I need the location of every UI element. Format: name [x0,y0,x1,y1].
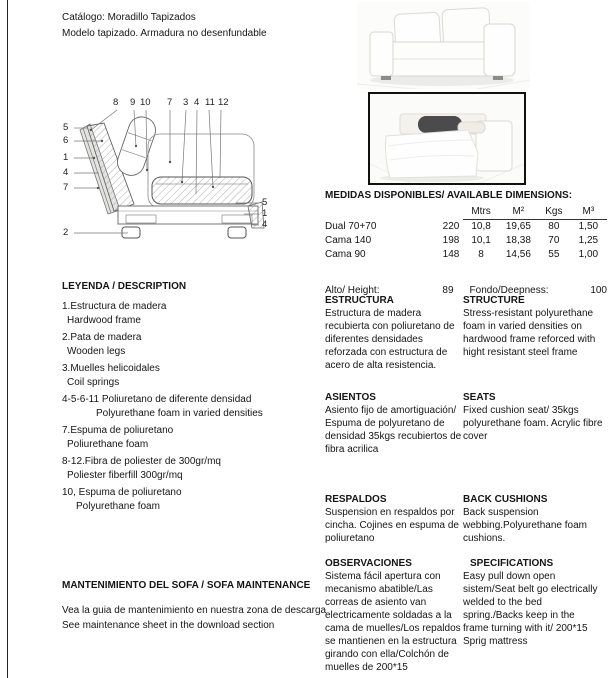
sofa-section-drawing [30,90,295,265]
diagram-label-4-right: 4 [262,219,268,230]
diagram-label-10: 10 [140,97,151,108]
section-respaldos [325,493,465,545]
legend-es: 4-5-6-11 Poliuretano de diferente densidad [62,393,252,405]
legend-en: Polyurethane foam in varied densities [96,408,263,419]
section-body: Back suspension webbing.Polyurethane foam cushions. [463,507,587,544]
section-title: OBSERVACIONES [325,558,412,569]
section-structure [463,294,603,359]
legend-item [62,300,312,329]
legend-en: Polyurethane foam [76,501,160,512]
diagram-label-7-left: 7 [63,182,69,193]
legend-en: Poliurethane foam [67,439,149,450]
maintenance-line-en: See maintenance sheet in the download section [62,619,275,631]
row-name: Cama 140 [325,235,372,246]
diagram-label-11: 11 [205,97,215,108]
legend-es: 2.Pata de madera [62,331,142,343]
col-header-m3: M³ [570,205,607,220]
maintenance-line-es: Vea la guia de mantenimiento en nuestra zona de descarga [62,605,327,616]
diagram-label-8: 8 [113,97,119,108]
col-header-m2: M² [499,205,538,220]
height-label: Alto/ Height: [325,285,380,296]
section-title: ESTRUCTURA [325,295,394,306]
row-m2: 18,38 [505,235,531,246]
diagram-label-5-left: 5 [63,122,69,133]
section-title: SPECIFICATIONS [470,558,554,569]
model-subtitle: Modelo tapizado. Armadura no desenfundable [62,28,267,39]
legend-es: 8-12.Fibra de poliester de 300gr/mq [62,455,221,467]
legend-item [62,486,312,515]
diagram-label-7-top: 7 [167,97,173,108]
legend-en: Poliester fiberfill 300gr/mq [67,470,183,481]
row-mtrs: 8 [478,249,484,260]
diagram-label-4-left: 4 [63,167,69,178]
sofa-section-diagram [30,90,295,265]
legend-section [62,280,312,517]
diagram-label-6: 6 [63,135,69,146]
table-row [325,220,607,234]
row-size: 198 [442,235,460,246]
legend-en: Coil springs [67,377,120,388]
row-kgs: 70 [548,235,560,246]
diagram-label-1-right: 1 [262,208,268,219]
section-specifications [463,557,603,648]
table-row [325,234,607,248]
col-header-kgs: Kgs [538,205,570,220]
row-size: 220 [442,221,460,232]
page-left-border [7,0,8,678]
section-back-cushions [463,493,603,545]
page-header [62,10,267,42]
section-title: SEATS [463,392,496,403]
dimensions-table [325,190,607,298]
legend-item [62,455,312,484]
section-body: Fixed cushion seat/ 35kgs polyurethane foam. Acrylic fibre cover [463,405,603,442]
section-seats [463,391,603,443]
section-title: RESPALDOS [325,494,387,505]
row-mtrs: 10,8 [471,221,491,232]
sofa-bed-open-illustration [370,94,524,183]
dimensions-header-row [325,205,607,220]
section-body: Estructura de madera recubierta con poliuretano de diferentes densidades reforzada con estructura de acero de alta resistencia. [325,308,455,371]
maintenance-title: MANTENIMIENTO DEL SOFA / SOFA MAINTENANCE [62,580,311,591]
row-size: 148 [442,249,460,260]
legend-en: Hardwood frame [67,315,141,326]
row-mtrs: 10,1 [471,235,491,246]
col-header-mtrs: Mtrs [463,205,498,220]
diagram-label-2: 2 [63,227,69,238]
row-kgs: 80 [548,221,560,232]
depth-value: 100 [590,285,607,296]
table-row [325,248,607,262]
section-body: Sistema fácil apertura con mecanismo abatible/Las correas de asiento van electricamente soldadas a la cama de muelles/Los repaldos se mantienen en la estructura girando con ella/Colchón de muelles de 200*15 [325,571,461,673]
diagram-label-5-right: 5 [262,197,268,208]
maintenance-body [62,604,326,633]
sofa-bed-open-photo [368,92,526,185]
section-body: Stress-resistant polyurethane foam in varied densities on hardwood frame reforced with hight resistant steel frame [463,308,596,358]
section-title: ASIENTOS [325,392,376,403]
sofa-closed-illustration [357,2,530,89]
depth-label: Fondo/Deepness: [469,285,549,296]
diagram-label-9: 9 [130,97,136,108]
row-m2: 14,56 [505,249,531,260]
diagram-label-4-top: 4 [194,97,200,108]
section-title: STRUCTURE [463,295,525,306]
legend-item [62,331,312,360]
sofa-closed-photo [357,2,530,89]
section-observaciones [325,557,465,674]
legend-item [62,424,312,453]
row-kgs: 55 [548,249,560,260]
section-asientos [325,391,465,456]
diagram-label-1-left: 1 [63,152,69,163]
section-body: Asiento fijo de amortiguación/ Espuma de polyuretano de densidad 35kgs recubiertos de fibra acrilica [325,405,462,455]
legend-es: 1.Estructura de madera [62,300,167,312]
legend-es: 10, Espuma de poliuretano [62,486,182,498]
row-m3: 1,50 [578,221,599,232]
row-m3: 1,00 [578,249,599,260]
legend-item [62,393,312,422]
catalog-title: Catálogo: Moradillo Tapizados [62,12,196,23]
row-m3: 1,25 [578,235,599,246]
section-estructura [325,294,465,372]
dimensions-title: MEDIDAS DISPONIBLES/ AVAILABLE DIMENSIONS: [325,190,573,201]
height-value: 89 [442,285,454,296]
legend-es: 7.Espuma de poliuretano [62,424,174,436]
legend-title: LEYENDA / DESCRIPTION [62,281,187,292]
legend-item [62,362,312,391]
section-body: Suspension en respaldos por cincha. Cojines en espuma de poliuretano [325,507,459,544]
diagram-label-3: 3 [183,97,189,108]
row-m2: 19,65 [505,221,531,232]
legend-en: Wooden legs [67,346,126,357]
section-body: Easy pull down open sistem/Seat belt go electrically welded to the bed spring./Backs keep in the frame turning with it/ 200*15 Sprig mattress [463,571,598,647]
diagram-label-12: 12 [218,97,229,108]
legend-es: 3.Muelles helicoidales [62,362,160,374]
row-name: Dual 70+70 [325,221,377,232]
section-title: BACK CUSHIONS [463,494,548,505]
row-name: Cama 90 [325,249,366,260]
